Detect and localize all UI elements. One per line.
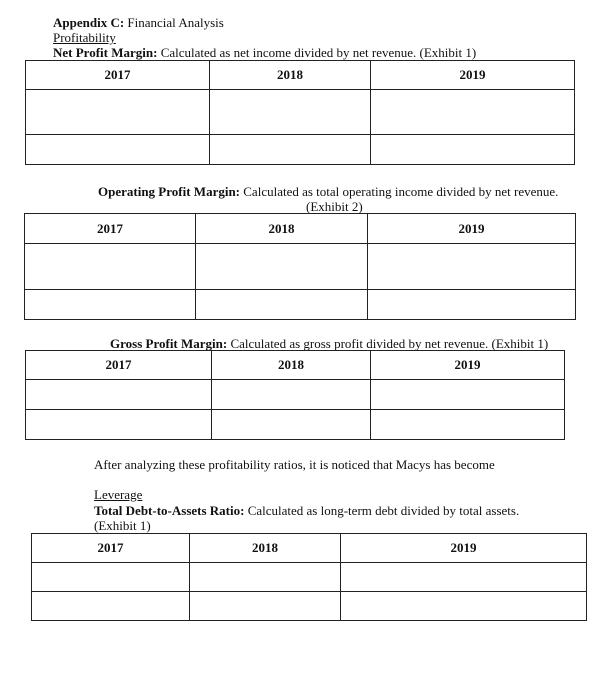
debt-assets-cell[interactable] (341, 592, 587, 621)
debt-assets-header-2018: 2018 (190, 534, 341, 563)
debt-assets-exhibit: (Exhibit 1) (94, 518, 151, 533)
operating-profit-header-2017: 2017 (25, 214, 196, 244)
profitability-heading: Profitability (53, 30, 116, 45)
net-profit-header-2018: 2018 (210, 61, 371, 90)
gross-profit-cell[interactable] (371, 410, 565, 440)
net-profit-cell[interactable] (210, 135, 371, 165)
gross-profit-cell[interactable] (26, 410, 212, 440)
net-profit-table (25, 60, 575, 165)
gross-profit-caption (110, 336, 548, 351)
operating-profit-caption (98, 184, 558, 199)
operating-profit-cell[interactable] (196, 244, 368, 290)
debt-assets-cell[interactable] (32, 592, 190, 621)
debt-assets-header-2019: 2019 (341, 534, 587, 563)
operating-profit-table (24, 213, 576, 320)
net-profit-label: Net Profit Margin: (53, 45, 158, 60)
gross-profit-cell[interactable] (371, 380, 565, 410)
gross-profit-header-2017: 2017 (26, 351, 212, 380)
leverage-heading: Leverage (94, 487, 143, 502)
debt-assets-caption (94, 503, 519, 518)
debt-assets-header-2017: 2017 (32, 534, 190, 563)
operating-profit-desc: Calculated as total operating income divided by net revenue. (243, 184, 559, 199)
operating-profit-cell[interactable] (25, 244, 196, 290)
debt-assets-cell[interactable] (190, 563, 341, 592)
debt-assets-label: Total Debt-to-Assets Ratio: (94, 503, 245, 518)
gross-profit-desc: Calculated as gross profit divided by net revenue. (Exhibit 1) (230, 336, 549, 351)
debt-assets-cell[interactable] (32, 563, 190, 592)
gross-profit-table (25, 350, 565, 440)
gross-profit-cell[interactable] (212, 410, 371, 440)
gross-profit-header-2019: 2019 (371, 351, 565, 380)
analysis-paragraph: After analyzing these profitability ratios, it is noticed that Macys has become (94, 457, 495, 472)
operating-profit-exhibit: (Exhibit 2) (306, 199, 363, 214)
debt-assets-cell[interactable] (341, 563, 587, 592)
net-profit-header-2019: 2019 (371, 61, 575, 90)
net-profit-cell[interactable] (26, 135, 210, 165)
debt-assets-table (31, 533, 587, 621)
net-profit-cell[interactable] (26, 90, 210, 135)
debt-assets-cell[interactable] (190, 592, 341, 621)
net-profit-header-2017: 2017 (26, 61, 210, 90)
gross-profit-cell[interactable] (26, 380, 212, 410)
appendix-label: Appendix C: (53, 15, 125, 30)
gross-profit-cell[interactable] (212, 380, 371, 410)
appendix-title (53, 15, 224, 30)
operating-profit-cell[interactable] (368, 244, 576, 290)
net-profit-cell[interactable] (371, 135, 575, 165)
operating-profit-cell[interactable] (368, 290, 576, 320)
debt-assets-desc: Calculated as long-term debt divided by total assets. (247, 503, 520, 518)
operating-profit-cell[interactable] (25, 290, 196, 320)
net-profit-cell[interactable] (371, 90, 575, 135)
net-profit-desc: Calculated as net income divided by net revenue. (Exhibit 1) (160, 45, 477, 60)
operating-profit-label: Operating Profit Margin: (98, 184, 241, 199)
net-profit-caption (53, 45, 476, 60)
operating-profit-cell[interactable] (196, 290, 368, 320)
operating-profit-header-2018: 2018 (196, 214, 368, 244)
gross-profit-header-2018: 2018 (212, 351, 371, 380)
appendix-title-text: Financial Analysis (127, 15, 224, 30)
gross-profit-label: Gross Profit Margin: (110, 336, 228, 351)
net-profit-cell[interactable] (210, 90, 371, 135)
operating-profit-header-2019: 2019 (368, 214, 576, 244)
